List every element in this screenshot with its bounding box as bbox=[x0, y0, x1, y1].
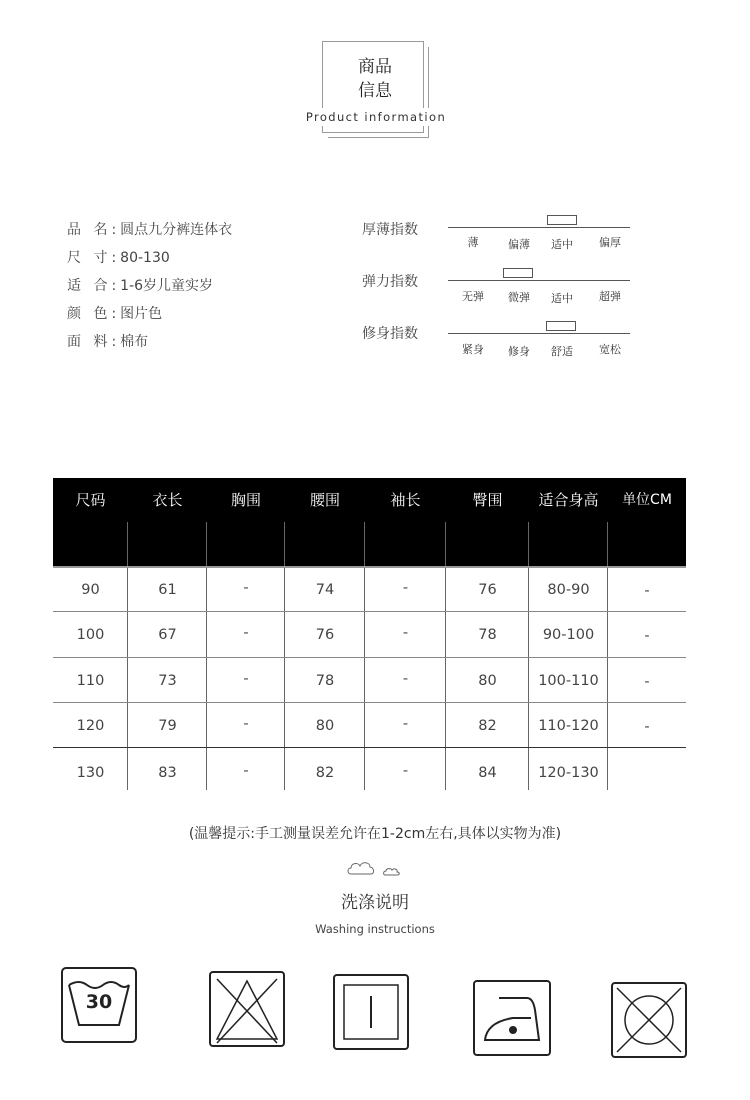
do-not-bleach-icon bbox=[209, 971, 285, 1047]
table-cell: 80-90 bbox=[547, 582, 590, 598]
table-cell: 100-110 bbox=[538, 673, 599, 689]
iron-low-icon bbox=[473, 980, 551, 1056]
table-cell: - bbox=[402, 580, 409, 596]
header-title-line2: 信息 bbox=[358, 81, 392, 101]
table-cell: 80 bbox=[315, 718, 335, 734]
table-cell: 120 bbox=[76, 718, 105, 734]
table-cell: - bbox=[243, 671, 249, 687]
table-cell: - bbox=[402, 625, 409, 641]
table-cell: 83 bbox=[158, 765, 177, 781]
table-cell: 73 bbox=[158, 673, 177, 689]
index-option: 无弹 bbox=[462, 290, 484, 303]
col-header-waist: 腰围 bbox=[309, 491, 340, 509]
header-title-line1: 商品 bbox=[358, 57, 392, 77]
table-cell: - bbox=[402, 716, 409, 732]
elasticity-index-marker bbox=[503, 268, 533, 278]
info-row-fabric bbox=[67, 332, 148, 352]
line-dry-icon bbox=[333, 974, 409, 1050]
table-cell bbox=[608, 751, 686, 795]
table-cell: 79 bbox=[158, 718, 177, 734]
index-option: 修身 bbox=[508, 345, 530, 358]
table-cell: 90-100 bbox=[542, 627, 595, 643]
header-title bbox=[322, 55, 428, 103]
fit-index-scale bbox=[448, 333, 630, 334]
table-cell: - bbox=[243, 625, 249, 641]
fit-index-label: 修身指数 bbox=[362, 326, 418, 342]
wash-temperature: 30 bbox=[85, 991, 113, 1013]
size-table-header-band bbox=[53, 522, 686, 566]
table-cell: - bbox=[402, 763, 409, 779]
info-row-size bbox=[67, 248, 170, 268]
info-value: 80-130 bbox=[120, 250, 170, 266]
thickness-index-marker bbox=[547, 215, 577, 225]
elasticity-index-scale bbox=[448, 280, 630, 281]
index-option: 微弹 bbox=[508, 291, 530, 304]
index-option: 宽松 bbox=[599, 343, 621, 356]
info-key: 品 名: bbox=[67, 222, 121, 238]
thickness-index-scale bbox=[448, 227, 630, 228]
table-cell: 130 bbox=[76, 765, 105, 781]
table-cell: - bbox=[644, 674, 650, 690]
info-key: 面 料: bbox=[67, 334, 121, 350]
thickness-index-label: 厚薄指数 bbox=[362, 222, 418, 238]
table-cell: 76 bbox=[478, 582, 497, 598]
index-option: 偏薄 bbox=[508, 238, 530, 251]
index-option: 舒适 bbox=[551, 345, 573, 358]
table-cell: 78 bbox=[315, 673, 335, 689]
index-option: 超弹 bbox=[599, 290, 621, 303]
info-row-color bbox=[67, 304, 162, 324]
info-key: 适 合: bbox=[67, 278, 121, 294]
table-cell: 82 bbox=[478, 718, 497, 734]
table-cell: 78 bbox=[478, 627, 497, 643]
table-cell: 84 bbox=[478, 765, 497, 781]
table-cell: 76 bbox=[315, 627, 335, 643]
fit-index-marker bbox=[546, 321, 576, 331]
col-header-length: 衣长 bbox=[152, 491, 183, 509]
table-cell: - bbox=[243, 716, 249, 732]
washing-title: 洗涤说明 bbox=[341, 893, 409, 913]
wash-30-icon bbox=[61, 967, 137, 1043]
info-value: 圆点九分裤连体衣 bbox=[120, 222, 233, 238]
index-option: 紧身 bbox=[462, 343, 484, 356]
info-row-name bbox=[67, 220, 232, 240]
table-cell: 110-120 bbox=[538, 718, 599, 734]
col-header-unit: 单位CM bbox=[622, 492, 672, 508]
col-header-sleeve: 袖长 bbox=[390, 491, 421, 509]
info-value: 棉布 bbox=[120, 334, 149, 350]
header-subtitle: Product information bbox=[296, 108, 456, 126]
info-key: 颜 色: bbox=[67, 306, 121, 322]
table-cell: 100 bbox=[76, 627, 105, 643]
table-cell: - bbox=[644, 583, 650, 599]
col-header-hip: 臀围 bbox=[472, 491, 503, 509]
table-cell: 90 bbox=[81, 582, 100, 598]
info-value: 图片色 bbox=[120, 306, 163, 322]
table-cell: 61 bbox=[158, 582, 177, 598]
do-not-tumble-dry-icon bbox=[611, 982, 687, 1058]
cloud-icon bbox=[345, 858, 405, 880]
info-value: 1-6岁儿童实岁 bbox=[120, 278, 214, 294]
table-cell: 74 bbox=[315, 582, 335, 598]
table-cell: 120-130 bbox=[538, 765, 599, 781]
table-cell: 82 bbox=[315, 765, 335, 781]
measurement-note: (温馨提示:手工测量误差允许在1-2cm左右,具体以实物为准) bbox=[188, 826, 562, 842]
table-cell: - bbox=[644, 719, 650, 735]
col-header-height: 适合身高 bbox=[538, 491, 599, 509]
index-option: 薄 bbox=[467, 236, 479, 249]
info-row-age bbox=[67, 276, 213, 296]
table-cell: - bbox=[644, 628, 650, 644]
table-cell: 110 bbox=[76, 673, 105, 689]
table-cell: - bbox=[243, 763, 249, 779]
table-cell: - bbox=[243, 580, 249, 596]
info-key: 尺 寸: bbox=[67, 250, 121, 266]
index-option: 适中 bbox=[551, 292, 573, 305]
table-cell: 80 bbox=[478, 673, 497, 689]
table-cell: - bbox=[402, 671, 409, 687]
index-option: 偏厚 bbox=[599, 236, 621, 249]
elasticity-index-label: 弹力指数 bbox=[362, 274, 418, 290]
washing-subtitle: Washing instructions bbox=[315, 922, 435, 936]
table-cell: 67 bbox=[158, 627, 177, 643]
col-header-chest: 胸围 bbox=[230, 491, 261, 509]
col-header-size: 尺码 bbox=[75, 491, 106, 509]
index-option: 适中 bbox=[551, 238, 573, 251]
